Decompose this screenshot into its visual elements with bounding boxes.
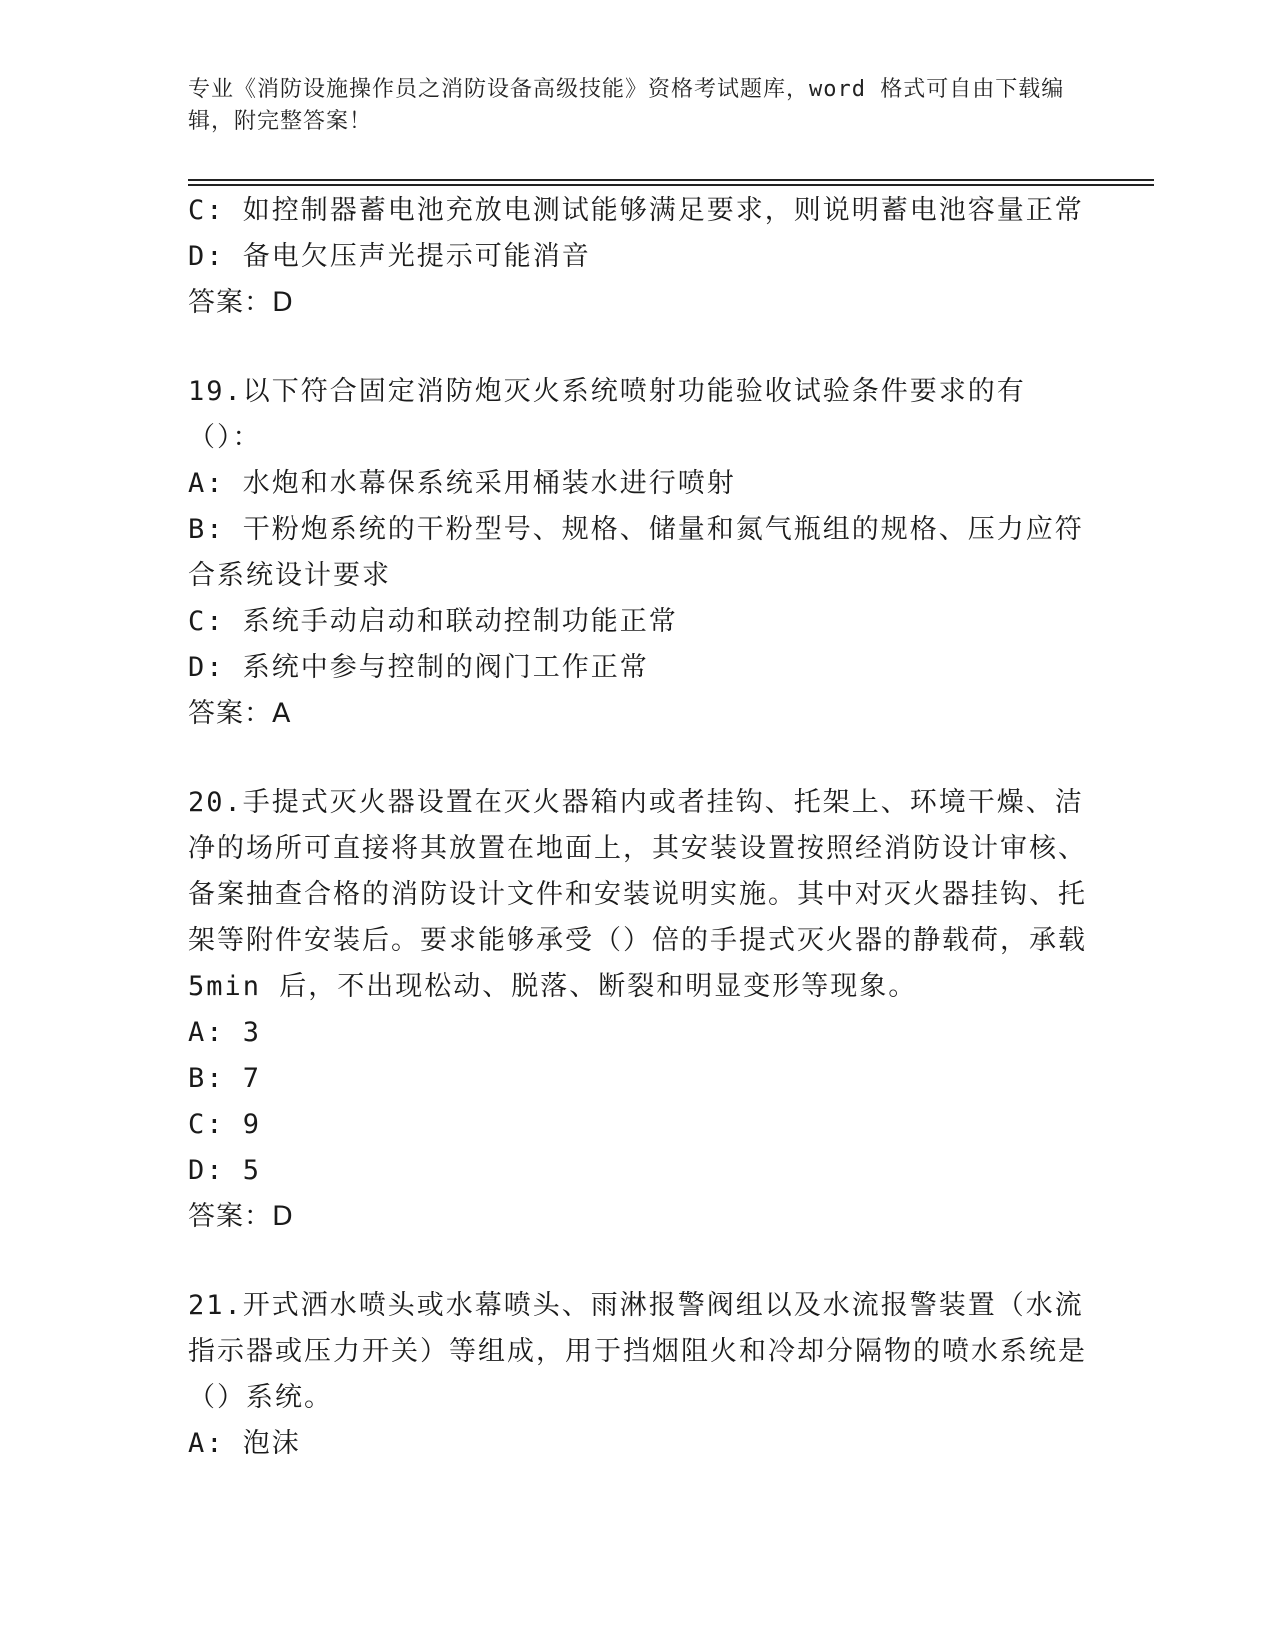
option-b: B: 干粉炮系统的干粉型号、规格、储量和氮气瓶组的规格、压力应符合系统设计要求 <box>188 514 1084 591</box>
option-d: D: 系统中参与控制的阀门工作正常 <box>188 652 649 683</box>
option-d: D: 备电欠压声光提示可能消音 <box>188 241 591 272</box>
header-rule-bottom <box>188 184 1154 186</box>
question-stem: 19.以下符合固定消防炮灭火系统喷射功能验收试验条件要求的有（）： <box>188 376 1026 453</box>
option-a: A: 泡沫 <box>188 1428 301 1459</box>
question-gap <box>188 326 1088 369</box>
option-c: C: 如控制器蓄电池充放电测试能够满足要求，则说明蓄电池容量正常 <box>188 195 1084 226</box>
question-18-block <box>188 188 1088 326</box>
question-content <box>188 188 1088 1467</box>
header-rule-top <box>188 179 1154 181</box>
answer-line: 答案：D <box>188 1201 294 1232</box>
option-a: A: 3 <box>188 1017 262 1048</box>
option-d: D: 5 <box>188 1155 262 1186</box>
question-21-block <box>188 1283 1088 1467</box>
question-20-block <box>188 780 1088 1240</box>
option-b: B: 7 <box>188 1063 262 1094</box>
option-c: C: 9 <box>188 1109 262 1140</box>
question-stem: 21.开式洒水喷头或水幕喷头、雨淋报警阀组以及水流报警装置（水流指示器或压力开关）等组成，用于挡烟阻火和冷却分隔物的喷水系统是（）系统。 <box>188 1290 1087 1413</box>
answer-line: 答案：A <box>188 698 292 729</box>
option-c: C: 系统手动启动和联动控制功能正常 <box>188 606 678 637</box>
question-stem: 20.手提式灭火器设置在灭火器箱内或者挂钩、托架上、环境干燥、洁净的场所可直接将其放置在地面上，其安装设置按照经消防设计审核、备案抽查合格的消防设计文件和安装说明实施。其中对灭火器挂钩、托架等附件安装后。要求能够承受（）倍的手提式灭火器的静载荷，承载 5min 后，不出现松动、脱落、断裂和明显变形等现象。 <box>188 787 1087 1002</box>
question-gap <box>188 737 1088 780</box>
option-a: A: 水炮和水幕保系统采用桶装水进行喷射 <box>188 468 736 499</box>
question-gap <box>188 1240 1088 1283</box>
question-19-block <box>188 369 1088 737</box>
document-header: 专业《消防设施操作员之消防设备高级技能》资格考试题库，word 格式可自由下载编辑，附完整答案！ <box>188 77 1065 134</box>
answer-line: 答案：D <box>188 287 294 318</box>
